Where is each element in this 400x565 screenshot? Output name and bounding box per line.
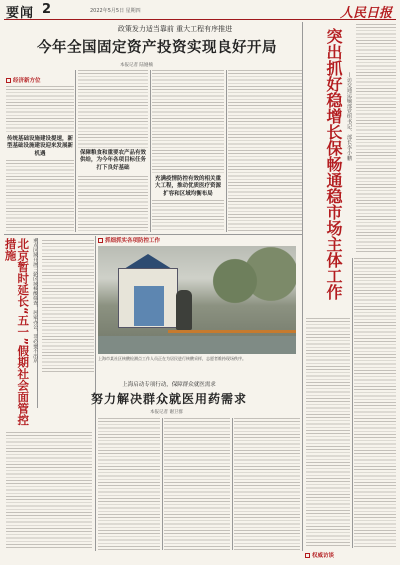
column-rule: [302, 22, 303, 551]
photo-ground: [98, 336, 296, 354]
column-rule: [352, 258, 353, 548]
column-rule: [162, 418, 163, 550]
body-text-block: [354, 258, 396, 548]
body-text-block: [6, 86, 74, 134]
left-vertical-title[interactable]: 北京暂时延长“五一”假期社会面管控措施: [3, 238, 31, 426]
body-text-block: [152, 200, 224, 232]
section-tag-box: [98, 238, 103, 243]
section-tag-box: [6, 78, 11, 83]
column-rule: [150, 70, 151, 232]
column-rule: [75, 70, 76, 232]
sub-headline-middle-1: 保障粮食和重要农产品有效供给，为今年各项目标任务打下良好基础: [80, 150, 147, 171]
lead-byline: 本报记者 陆娅楠: [120, 63, 153, 68]
second-article-byline: 本报记者 谢卫群: [150, 410, 183, 415]
body-text-block: [356, 24, 396, 254]
news-photo[interactable]: [98, 246, 296, 354]
body-text-block: [152, 70, 224, 174]
right-feature-headline[interactable]: [305, 24, 341, 314]
body-text-block: [234, 418, 300, 550]
newspaper-logo: 人民日报: [339, 6, 392, 21]
right-feature-title[interactable]: 突出抓好稳增长保畅通稳市场主体工作: [324, 28, 343, 300]
body-text-block: [6, 160, 74, 232]
sub-headline-left: 传统基础设施建设提速，新型基础设施建设迎来发展新机遇: [6, 136, 73, 157]
photo-person: [176, 290, 192, 330]
section-name: 要闻: [6, 6, 35, 21]
body-text-block: [42, 240, 94, 372]
body-text-block: [306, 318, 350, 548]
column-rule: [226, 70, 227, 232]
right-feature-deck: —访交通运输部党组书记、部长李小鹏: [346, 72, 352, 161]
second-article-kicker: 上海启动专项行动，保障群众就医需求: [122, 382, 216, 388]
body-text-block: [164, 418, 230, 550]
photo-booth: [134, 286, 164, 326]
section-tag-economy: [6, 76, 41, 84]
lead-kicker[interactable]: 政策发力适当靠前 重大工程有序推进: [117, 25, 233, 33]
photo-caption: 上海市某社区核酸检测点工作人员正在为居民进行核酸采样，志愿者维持现场秩序。: [98, 356, 246, 361]
section-divider: [4, 234, 302, 235]
lead-title[interactable]: 今年全国固定资产投资实现良好开局: [37, 40, 277, 56]
section-tag-label: 抓细抓实各项防控工作: [105, 238, 161, 244]
left-vertical-headline[interactable]: [3, 238, 31, 428]
body-text-block: [78, 70, 148, 148]
publication-date: 2022年5月5日 星期四: [90, 8, 141, 14]
second-article-headline[interactable]: [42, 380, 296, 407]
body-text-block: [78, 176, 148, 232]
photo-railing: [168, 330, 296, 333]
page-number: 2: [42, 2, 52, 17]
left-vertical-deck: 重点区域开展三轮区域核酸筛查，居家办公，非必要不出京: [24, 238, 38, 408]
sub-headline-center: 充满疫情防控有效的相关重大工程，推动优质医疗资源扩容和区域均衡布局: [154, 176, 221, 197]
section-tag-label: 经济新方位: [13, 78, 41, 84]
body-text-block: [6, 432, 92, 550]
body-text-block: [228, 70, 302, 232]
column-rule: [232, 418, 233, 550]
masthead: [4, 2, 396, 20]
photo-trees: [208, 246, 296, 316]
second-article-title[interactable]: 努力解决群众就医用药需求: [90, 392, 247, 406]
section-tag-box: [305, 553, 310, 558]
section-tag-interview: [305, 551, 334, 559]
body-text-block: [98, 418, 160, 550]
section-tag-photo: [98, 236, 160, 244]
section-tag-label: 权威访谈: [312, 553, 335, 559]
